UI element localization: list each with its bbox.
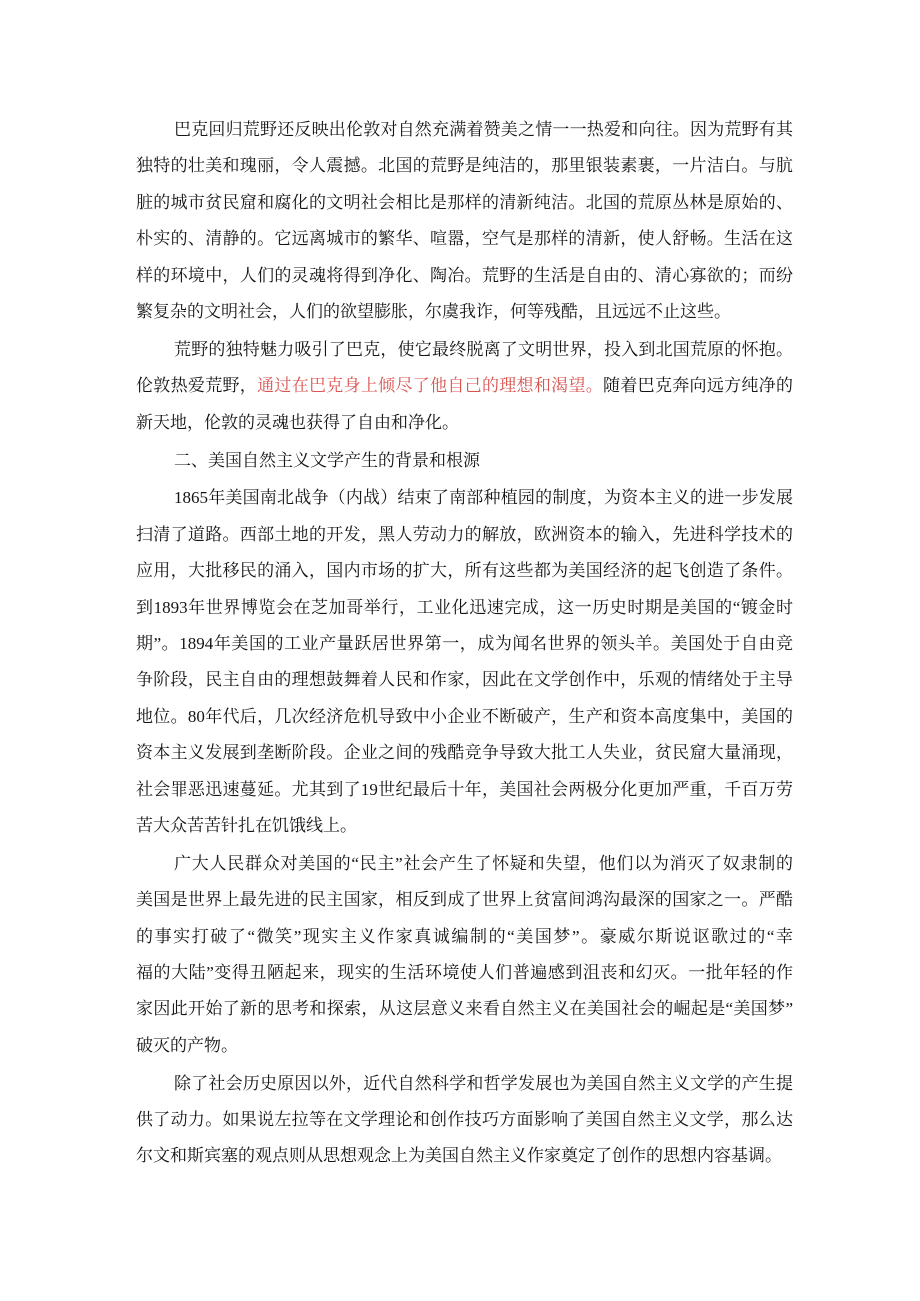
paragraph-4 bbox=[136, 846, 793, 1064]
text-line: 1865年美国南北战争（内战）结束了南部种植园的制度，为资本主义的进一步发展 bbox=[174, 488, 793, 508]
text-line: 脏的城市贫民窟和腐化的文明社会相比是那样的清新纯洁。北国的荒原丛林是原始的、 bbox=[136, 192, 793, 212]
text-line: 资本主义发展到垄断阶段。企业之间的残酷竞争导致大批工人失业，贫民窟大量涌现， bbox=[136, 743, 793, 763]
text-line: 独特的壮美和瑰丽，令人震撼。北国的荒野是纯洁的，那里银装素裹，一片洁白。与肮 bbox=[136, 156, 793, 176]
text-line: 样的环境中，人们的灵魂将得到净化、陶冶。荒野的生活是自由的、清心寡欲的；而纷 bbox=[136, 265, 793, 285]
section-heading-block bbox=[136, 443, 793, 479]
paragraph-3 bbox=[136, 480, 793, 844]
section-heading: 二、美国自然主义文学产生的背景和根源 bbox=[174, 450, 480, 470]
text-line: 期”。1894年美国的工业产量跃居世界第一，成为闻名世界的领头羊。美国处于自由竞 bbox=[136, 633, 793, 653]
text-line: 尔文和斯宾塞的观点则从思想观念上为美国自然主义作家奠定了创作的思想内容基调。 bbox=[136, 1146, 782, 1166]
text-line: 社会罪恶迅速蔓延。尤其到了19世纪最后十年，美国社会两极分化更加严重，千百万劳 bbox=[136, 779, 793, 799]
paragraph-2 bbox=[136, 332, 793, 441]
highlighted-text: 通过在巴克身上倾尽了他自己的理想和渴望。 bbox=[257, 376, 604, 396]
text-line: 到1893年世界博览会在芝加哥举行，工业化迅速完成，这一历史时期是美国的“镀金时 bbox=[136, 597, 793, 617]
text-line: 荒野的独特魅力吸引了巴克，使它最终脱离了文明世界，投入到北国荒原的怀抱。 bbox=[174, 339, 793, 359]
text-line: 福的大陆”变得丑陋起来，现实的生活环境使人们普遍感到沮丧和幻灭。一批年轻的作 bbox=[136, 962, 793, 982]
text-line: 朴实的、清静的。它远离城市的繁华、喧嚣，空气是那样的清新，使人舒畅。生活在这 bbox=[136, 229, 793, 249]
text-line: 繁复杂的文明社会，人们的欲望膨胀，尔虞我诈，何等残酷，且远远不止这些。 bbox=[136, 301, 731, 321]
text-line: 家因此开始了新的思考和探索，从这层意义来看自然主义在美国社会的崛起是“美国梦” bbox=[136, 999, 793, 1019]
text-line: 争阶段，民主自由的理想鼓舞着人民和作家，因此在文学创作中，乐观的情绪处于主导 bbox=[136, 670, 793, 690]
document-body bbox=[136, 112, 793, 1176]
text-line: 苦大众苦苦针扎在饥饿线上。 bbox=[136, 815, 357, 835]
plain-text: 随着巴克奔向远方纯净的 bbox=[603, 376, 794, 396]
text-line: 破灭的产物。 bbox=[136, 1035, 238, 1055]
paragraph-5 bbox=[136, 1066, 793, 1175]
text-line: 应用，大批移民的涌入，国内市场的扩大，所有这些都为美国经济的起飞创造了条件。 bbox=[136, 561, 793, 581]
text-line: 供了动力。如果说左拉等在文学理论和创作技巧方面影响了美国自然主义文学，那么达 bbox=[136, 1110, 793, 1130]
paragraph-1 bbox=[136, 112, 793, 330]
text-line: 的事实打破了“微笑”现实主义作家真诚编制的“美国梦”。豪威尔斯说讴歌过的“幸 bbox=[136, 926, 793, 946]
plain-text: 伦敦热爱荒野， bbox=[136, 376, 258, 396]
text-line: 新天地，伦敦的灵魂也获得了自由和净化。 bbox=[136, 412, 459, 432]
text-line: 巴克回归荒野还反映出伦敦对自然充满着赞美之情一一热爱和向往。因为荒野有其 bbox=[174, 120, 793, 139]
text-line: 除了社会历史原因以外，近代自然科学和哲学发展也为美国自然主义文学的产生提 bbox=[174, 1073, 793, 1093]
text-line: 美国是世界上最先进的民主国家，相反到成了世界上贫富间鸿沟最深的国家之一。严酷 bbox=[136, 890, 793, 910]
text-line bbox=[136, 368, 793, 404]
text-line: 地位。80年代后，几次经济危机导致中小企业不断破产，生产和资本高度集中，美国的 bbox=[136, 706, 793, 726]
text-line: 扫清了道路。西部土地的开发，黑人劳动力的解放，欧洲资本的输入，先进科学技术的 bbox=[136, 524, 793, 544]
text-line: 广大人民群众对美国的“民主”社会产生了怀疑和失望，他们以为消灭了奴隶制的 bbox=[174, 853, 793, 873]
